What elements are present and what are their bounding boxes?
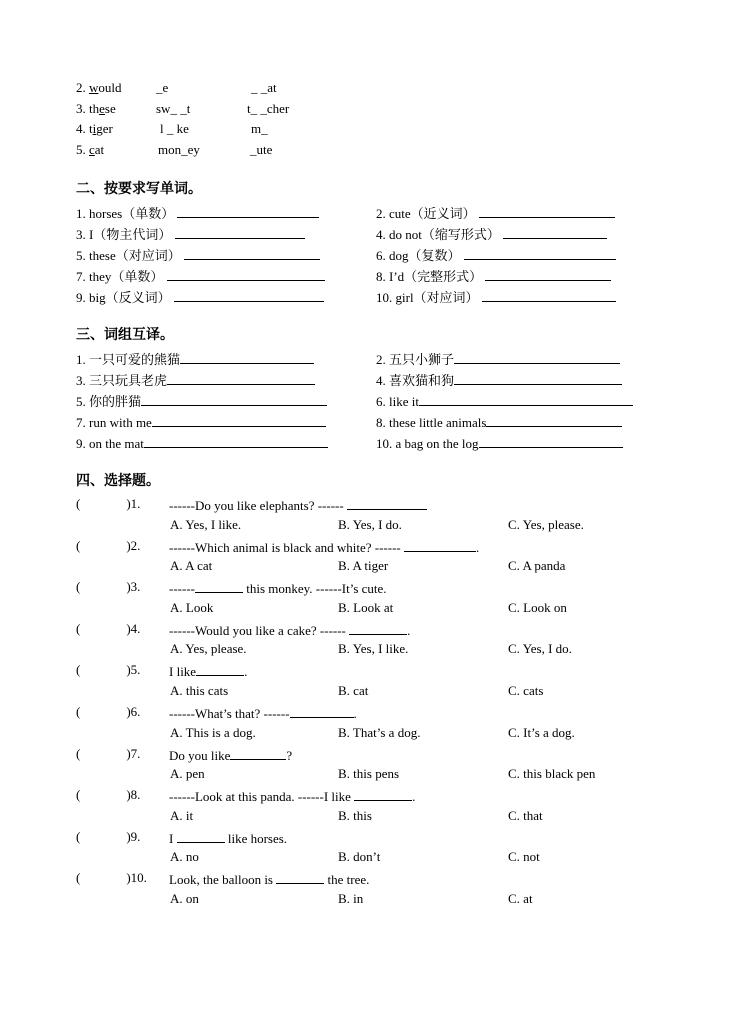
item-label: 4. do not（缩写形式） bbox=[376, 227, 500, 242]
answer-line[interactable] bbox=[167, 371, 315, 385]
option-c[interactable]: C. A panda bbox=[508, 558, 566, 574]
answer-line[interactable] bbox=[479, 204, 615, 218]
s3-item bbox=[76, 392, 327, 410]
question-text bbox=[169, 829, 287, 847]
s1-fill-a: sw_ _t bbox=[156, 101, 191, 116]
option-a[interactable]: A. This is a dog. bbox=[170, 724, 256, 740]
question-text bbox=[169, 496, 427, 514]
question-5 bbox=[76, 662, 140, 678]
question-stem: ------Look at this panda. ------I like bbox=[169, 789, 355, 805]
option-a[interactable]: A. pen bbox=[170, 766, 205, 782]
s3-item bbox=[376, 413, 622, 431]
answer-paren-open: ( bbox=[76, 828, 81, 844]
answer-paren-open: ( bbox=[76, 787, 81, 803]
question-tail: . bbox=[407, 622, 411, 638]
s1-fill-a: mon_ey bbox=[158, 142, 200, 157]
option-a[interactable]: A. this cats bbox=[170, 682, 229, 698]
option-b[interactable]: B. this pens bbox=[338, 766, 400, 782]
question-stem: Do you like bbox=[169, 747, 231, 763]
word-part: ger bbox=[96, 121, 113, 136]
s1-row-4 bbox=[76, 121, 113, 137]
word-part: se bbox=[104, 101, 116, 116]
section-4-title: 四、选择题。 bbox=[76, 474, 160, 489]
option-c[interactable]: C. at bbox=[508, 890, 533, 906]
question-number: )7. bbox=[126, 745, 141, 761]
item-label: 5. 你的胖猫 bbox=[76, 394, 142, 409]
s2-item bbox=[376, 225, 607, 243]
question-tail: . bbox=[244, 664, 248, 680]
answer-paren-open: ( bbox=[76, 579, 81, 595]
item-label: 10. a bag on the log bbox=[376, 436, 479, 451]
s1-fill-a: _e bbox=[156, 80, 169, 95]
answer-blank[interactable] bbox=[195, 579, 243, 593]
s1-fill-b: _ute bbox=[250, 142, 273, 157]
question-number: )10. bbox=[126, 870, 147, 886]
question-number: )6. bbox=[126, 704, 141, 719]
item-label: 3. I（物主代词） bbox=[76, 227, 172, 242]
question-text bbox=[169, 662, 247, 680]
s2-item bbox=[76, 267, 325, 285]
item-label: 9. on the mat bbox=[76, 436, 144, 451]
answer-blank[interactable] bbox=[177, 829, 225, 843]
answer-paren-open: ( bbox=[76, 662, 81, 678]
item-label: 2. cute（近义词） bbox=[376, 206, 476, 221]
option-a[interactable]: A. Yes, please. bbox=[170, 641, 247, 657]
row-number: 3. bbox=[76, 101, 86, 116]
option-c[interactable]: C. this black pen bbox=[508, 766, 596, 782]
option-a[interactable]: A. Look bbox=[170, 599, 214, 615]
answer-line[interactable] bbox=[479, 434, 623, 448]
question-number: )1. bbox=[126, 496, 141, 511]
answer-paren-open: ( bbox=[76, 537, 81, 553]
answer-line[interactable] bbox=[152, 413, 326, 427]
answer-blank[interactable] bbox=[349, 621, 407, 635]
question-text bbox=[169, 746, 292, 764]
s2-item bbox=[376, 204, 615, 222]
question-stem: ------What’s that? ------ bbox=[169, 706, 290, 721]
question-number: )5. bbox=[126, 662, 141, 678]
s1-fill-a: l _ ke bbox=[160, 121, 189, 136]
item-label: 9. big（反义词） bbox=[76, 290, 171, 305]
answer-line[interactable] bbox=[177, 204, 319, 218]
question-number: )9. bbox=[126, 828, 141, 844]
answer-line[interactable] bbox=[184, 246, 320, 260]
answer-line[interactable] bbox=[175, 225, 305, 239]
option-a[interactable]: A. A cat bbox=[170, 558, 213, 574]
word-part: at bbox=[94, 142, 105, 157]
answer-blank[interactable] bbox=[290, 704, 354, 718]
underlined-letter: e bbox=[99, 101, 105, 116]
word-part: t bbox=[89, 121, 93, 136]
answer-line[interactable] bbox=[486, 413, 622, 427]
question-tail: . bbox=[353, 706, 357, 721]
option-c[interactable]: C. It’s a dog. bbox=[508, 724, 575, 740]
underlined-letter: i bbox=[92, 121, 97, 136]
s1-fill-b: m_ bbox=[251, 121, 268, 136]
item-label: 5. these（对应词） bbox=[76, 248, 181, 263]
s2-item bbox=[376, 288, 616, 306]
question-text bbox=[169, 621, 410, 639]
question-2 bbox=[76, 538, 140, 554]
item-label: 4. 喜欢猫和狗 bbox=[376, 373, 455, 388]
row-number: 5. bbox=[76, 142, 86, 157]
question-tail: ? bbox=[286, 747, 293, 763]
answer-paren-open: ( bbox=[76, 620, 81, 636]
option-a[interactable]: A. Yes, I like. bbox=[170, 516, 242, 532]
s3-item bbox=[376, 434, 623, 452]
question-1 bbox=[76, 496, 140, 512]
question-number: )4. bbox=[126, 620, 141, 636]
question-10 bbox=[76, 870, 147, 886]
s1-fill-b: _ _at bbox=[251, 80, 277, 95]
answer-line[interactable] bbox=[174, 288, 324, 302]
word-part: th bbox=[89, 101, 100, 116]
answer-blank[interactable] bbox=[230, 746, 286, 760]
option-b[interactable]: B. this bbox=[338, 807, 372, 823]
option-b[interactable]: B. in bbox=[338, 890, 364, 906]
s2-item bbox=[76, 204, 319, 222]
option-c[interactable]: C. Yes, I do. bbox=[508, 641, 572, 657]
section-2-title: 二、按要求写单词。 bbox=[76, 182, 202, 197]
s3-item bbox=[76, 371, 315, 389]
answer-blank[interactable] bbox=[404, 538, 476, 552]
answer-line[interactable] bbox=[454, 350, 620, 364]
question-stem: Look, the balloon is bbox=[169, 872, 277, 888]
answer-paren-open: ( bbox=[76, 704, 81, 719]
question-8 bbox=[76, 787, 140, 803]
question-stem: ------Which animal is black and white? ------ bbox=[169, 539, 404, 555]
answer-line[interactable] bbox=[419, 392, 633, 406]
item-label: 1. horses（单数） bbox=[76, 206, 175, 221]
option-b[interactable]: B. cat bbox=[338, 682, 369, 698]
answer-blank[interactable] bbox=[347, 496, 427, 510]
item-label: 10. girl（对应词） bbox=[376, 290, 479, 305]
answer-paren-open: ( bbox=[76, 745, 81, 761]
answer-blank[interactable] bbox=[196, 662, 244, 676]
option-a[interactable]: A. no bbox=[170, 849, 199, 865]
answer-line[interactable] bbox=[464, 246, 616, 260]
question-4 bbox=[76, 621, 140, 637]
option-a[interactable]: A. it bbox=[170, 807, 194, 823]
answer-line[interactable] bbox=[144, 434, 328, 448]
question-stem: ------Would you like a cake? ------ bbox=[169, 622, 350, 638]
s1-fill-b: t_ _cher bbox=[247, 101, 290, 116]
question-tail: . bbox=[412, 789, 416, 805]
question-6 bbox=[76, 704, 140, 720]
question-tail: . bbox=[475, 539, 480, 555]
option-b[interactable]: B. Yes, I like. bbox=[338, 641, 409, 657]
question-stem: ------ bbox=[169, 581, 195, 597]
question-3 bbox=[76, 579, 140, 595]
s3-item bbox=[76, 413, 326, 431]
underlined-letter: c bbox=[89, 142, 95, 157]
option-c[interactable]: C. that bbox=[508, 807, 543, 823]
s2-item bbox=[76, 288, 324, 306]
question-text bbox=[169, 787, 415, 805]
option-c[interactable]: C. not bbox=[508, 849, 540, 865]
answer-line[interactable] bbox=[482, 288, 616, 302]
option-b[interactable]: B. Look at bbox=[338, 599, 394, 615]
option-c[interactable]: C. Yes, please. bbox=[508, 516, 584, 532]
answer-paren-open: ( bbox=[76, 870, 81, 886]
question-stem: I bbox=[169, 830, 177, 846]
answer-line[interactable] bbox=[485, 267, 611, 281]
item-label: 1. 一只可爱的熊猫 bbox=[76, 352, 181, 367]
answer-blank[interactable] bbox=[354, 787, 412, 801]
option-b[interactable]: B. Yes, I do. bbox=[338, 516, 402, 532]
s1-row-5 bbox=[76, 142, 104, 158]
underlined-letter: w bbox=[89, 80, 99, 95]
s2-item bbox=[76, 246, 320, 264]
option-b[interactable]: B. A tiger bbox=[338, 558, 389, 574]
s2-item bbox=[376, 267, 611, 285]
row-number: 4. bbox=[76, 121, 86, 136]
answer-line[interactable] bbox=[167, 267, 325, 281]
option-b[interactable]: B. don’t bbox=[338, 849, 381, 865]
section-3-title: 三、词组互译。 bbox=[76, 328, 174, 343]
item-label: 8. I’d（完整形式） bbox=[376, 269, 483, 284]
item-label: 7. run with me bbox=[76, 415, 152, 430]
item-label: 6. like it bbox=[376, 394, 419, 409]
question-9 bbox=[76, 829, 140, 845]
question-tail: the tree. bbox=[324, 872, 370, 888]
answer-blank[interactable] bbox=[276, 870, 324, 884]
question-stem: ------Do you like elephants? ------ bbox=[169, 498, 347, 513]
item-label: 8. these little animals bbox=[376, 415, 487, 430]
question-number: )2. bbox=[126, 537, 141, 553]
s3-item bbox=[376, 392, 633, 410]
option-a[interactable]: A. on bbox=[170, 890, 199, 906]
question-7 bbox=[76, 746, 140, 762]
question-text bbox=[169, 538, 479, 556]
answer-line[interactable] bbox=[454, 371, 622, 385]
question-number: )8. bbox=[126, 787, 141, 803]
question-text bbox=[169, 579, 387, 597]
s2-item bbox=[376, 246, 616, 264]
question-tail: like horses. bbox=[224, 830, 288, 846]
question-text bbox=[169, 704, 357, 722]
option-b[interactable]: B. That’s a dog. bbox=[338, 724, 421, 740]
s2-item bbox=[76, 225, 305, 243]
s3-item bbox=[76, 434, 328, 452]
answer-paren-open: ( bbox=[76, 496, 81, 511]
s1-row-2 bbox=[76, 80, 122, 96]
question-stem: I like bbox=[169, 664, 197, 680]
s1-row-3 bbox=[76, 101, 116, 117]
option-c[interactable]: C. cats bbox=[508, 682, 544, 698]
question-number: )3. bbox=[126, 579, 141, 595]
item-label: 7. they（单数） bbox=[76, 269, 164, 284]
row-number: 2. bbox=[76, 80, 86, 95]
s3-item bbox=[76, 350, 314, 368]
item-label: 2. 五只小狮子 bbox=[376, 352, 455, 367]
word-part: ould bbox=[98, 80, 122, 95]
item-label: 3. 三只玩具老虎 bbox=[76, 373, 168, 388]
answer-line[interactable] bbox=[503, 225, 607, 239]
answer-line[interactable] bbox=[180, 350, 314, 364]
question-tail: this monkey. ------It’s cute. bbox=[242, 581, 387, 597]
option-c[interactable]: C. Look on bbox=[508, 599, 567, 615]
s3-item bbox=[376, 371, 622, 389]
item-label: 6. dog（复数） bbox=[376, 248, 461, 263]
s3-item bbox=[376, 350, 620, 368]
answer-line[interactable] bbox=[141, 392, 327, 406]
question-text bbox=[169, 870, 369, 888]
